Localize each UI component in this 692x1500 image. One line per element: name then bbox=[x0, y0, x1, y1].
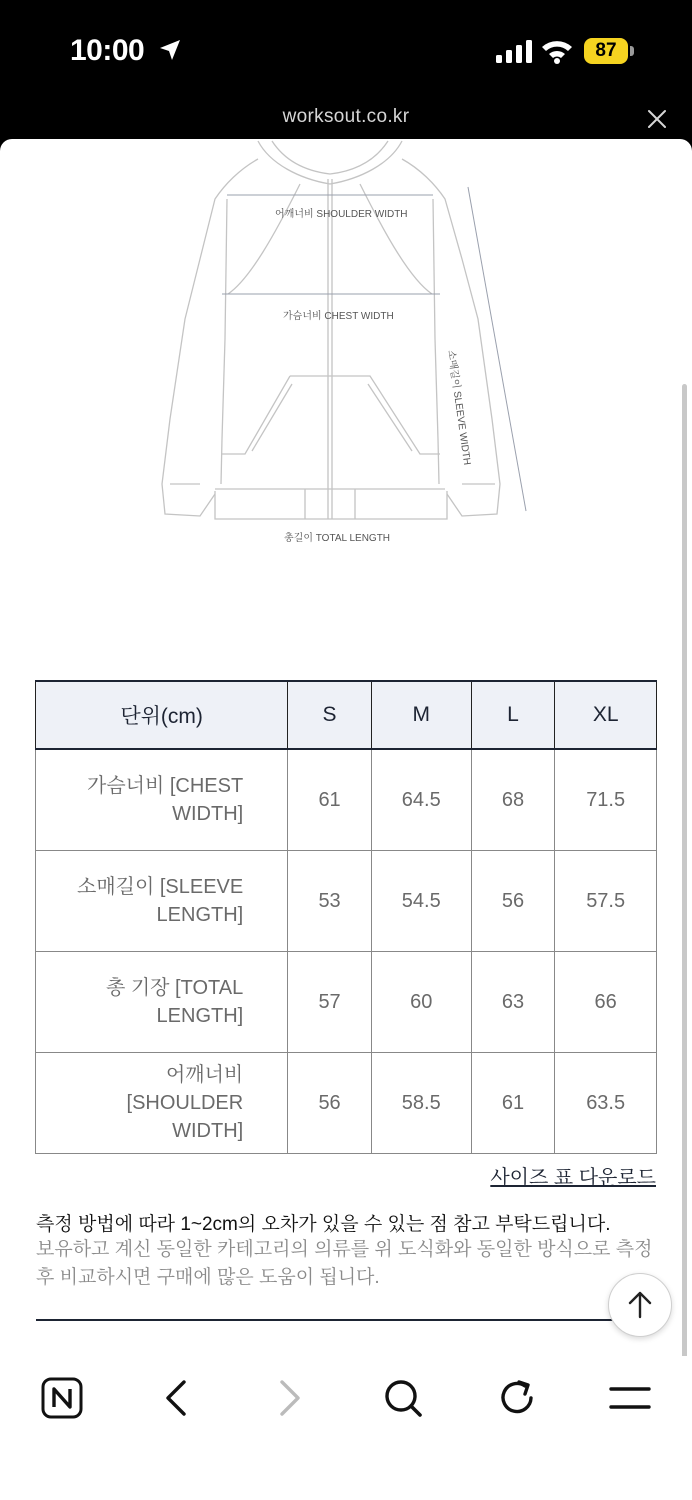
menu-icon[interactable] bbox=[606, 1376, 654, 1420]
table-cell: 63 bbox=[471, 952, 555, 1053]
size-table bbox=[35, 680, 657, 1154]
table-cell: 63.5 bbox=[555, 1053, 657, 1154]
table-cell: 58.5 bbox=[371, 1053, 471, 1154]
comparison-note: 보유하고 계신 동일한 카테고리의 의류를 위 도식화와 동일한 방식으로 측정 후 비교하시면 구매에 많은 도움이 됩니다. bbox=[36, 1239, 653, 1288]
table-cell: 56 bbox=[471, 851, 555, 952]
row-label-sleeve: 소매길이 [SLEEVE LENGTH] bbox=[36, 851, 288, 952]
browser-toolbar bbox=[0, 1356, 692, 1500]
refresh-icon[interactable] bbox=[494, 1376, 542, 1420]
row-label-length: 총 기장 [TOTAL LENGTH] bbox=[36, 952, 288, 1053]
battery-tip bbox=[630, 46, 634, 56]
table-cell: 71.5 bbox=[555, 749, 657, 851]
table-cell: 66 bbox=[555, 952, 657, 1053]
table-cell: 57 bbox=[288, 952, 372, 1053]
url-domain[interactable]: worksout.co.kr bbox=[282, 106, 410, 127]
table-cell: 68 bbox=[471, 749, 555, 851]
table-cell: 53 bbox=[288, 851, 372, 952]
size-table-header-row bbox=[36, 681, 657, 749]
close-icon[interactable] bbox=[646, 108, 668, 130]
arrow-up-icon bbox=[626, 1290, 654, 1320]
hoodie-size-diagram bbox=[0, 139, 692, 559]
table-row bbox=[36, 952, 657, 1053]
forward-icon[interactable] bbox=[266, 1376, 314, 1420]
status-time: 10:00 bbox=[70, 34, 145, 67]
size-chart-download-link[interactable]: 사이즈 표 다운로드 bbox=[490, 1167, 656, 1189]
diagram-chest-label: 가슴너비 CHEST WIDTH bbox=[283, 311, 394, 322]
search-icon[interactable] bbox=[380, 1376, 428, 1420]
table-cell: 64.5 bbox=[371, 749, 471, 851]
row-label-shoulder: 어깨너비 [SHOULDER WIDTH] bbox=[36, 1053, 288, 1154]
section-divider bbox=[36, 1319, 656, 1321]
table-cell: 60 bbox=[371, 952, 471, 1053]
header-size-xl: XL bbox=[555, 681, 657, 749]
table-row bbox=[36, 1053, 657, 1154]
diagram-shoulder-label: 어깨너비 SHOULDER WIDTH bbox=[275, 209, 408, 220]
battery-icon bbox=[584, 38, 636, 66]
table-cell: 54.5 bbox=[371, 851, 471, 952]
header-size-m: M bbox=[371, 681, 471, 749]
hoodie-outline bbox=[0, 139, 692, 559]
back-icon[interactable] bbox=[152, 1376, 200, 1420]
header-unit: 단위(cm) bbox=[36, 681, 288, 749]
naver-icon[interactable] bbox=[38, 1376, 86, 1420]
diagram-length-label: 총길이 TOTAL LENGTH bbox=[284, 533, 391, 544]
location-arrow-icon bbox=[158, 38, 182, 62]
row-label-chest: 가슴너비 [CHEST WIDTH] bbox=[36, 749, 288, 851]
header-size-s: S bbox=[288, 681, 372, 749]
diagram-sleeve-label: 소매길이 SLEEVE WIDTH bbox=[445, 349, 473, 466]
table-cell: 56 bbox=[288, 1053, 372, 1154]
page-content bbox=[0, 139, 692, 1356]
scroll-to-top-button[interactable] bbox=[608, 1273, 672, 1337]
page-scrollbar[interactable] bbox=[682, 384, 687, 1356]
browser-url-bar bbox=[0, 100, 692, 140]
status-bar bbox=[0, 0, 692, 100]
table-cell: 61 bbox=[471, 1053, 555, 1154]
header-size-l: L bbox=[471, 681, 555, 749]
table-row bbox=[36, 749, 657, 851]
table-cell: 61 bbox=[288, 749, 372, 851]
cellular-signal-icon bbox=[496, 40, 534, 64]
table-cell: 57.5 bbox=[555, 851, 657, 952]
battery-level: 87 bbox=[584, 38, 628, 64]
wifi-icon bbox=[540, 38, 574, 64]
measurement-note: 측정 방법에 따라 1~2cm의 오차가 있을 수 있는 점 참고 부탁드립니다. bbox=[36, 1214, 611, 1235]
table-row bbox=[36, 851, 657, 952]
